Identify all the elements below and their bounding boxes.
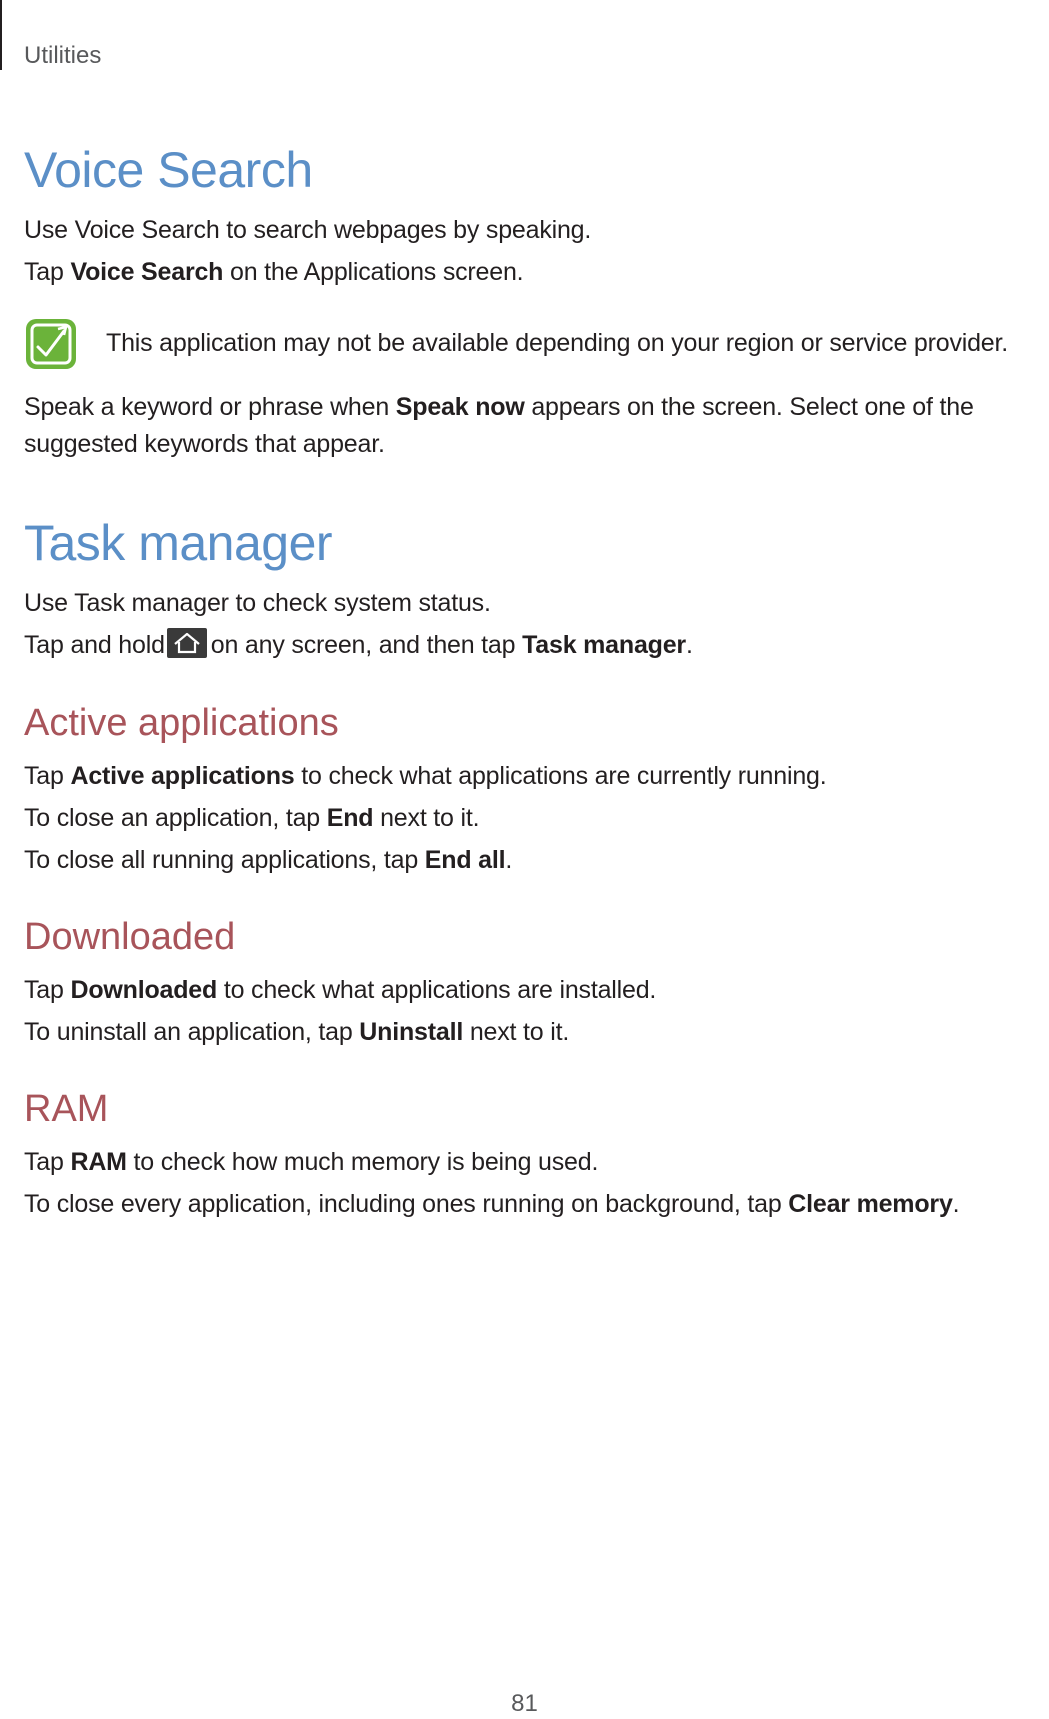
text: To close all running applications, tap — [24, 846, 425, 874]
text: Tap and hold — [24, 631, 165, 659]
text: on any screen, and then tap — [210, 631, 523, 659]
note-text: This application may not be available depending on your region or service provider. — [106, 329, 1009, 357]
text: next to it. — [463, 1018, 570, 1046]
active-applications-line-3 — [24, 842, 1034, 879]
bold-text: Voice Search — [70, 258, 224, 286]
text: to check what applications are currently running. — [294, 762, 827, 790]
text: Tap — [24, 762, 71, 790]
bold-text: Clear memory — [788, 1190, 953, 1218]
ram-line-2 — [24, 1186, 1034, 1223]
active-applications-title: Active applications — [24, 702, 339, 744]
text: next to it. — [373, 804, 480, 832]
text: . — [952, 1190, 960, 1218]
page-content — [24, 140, 1034, 1223]
text: Speak a keyword or phrase when — [24, 393, 396, 421]
text: To close every application, including ones running on background, tap — [24, 1190, 789, 1218]
text: appears on the screen. Select one of the suggested keywords that appear. — [24, 393, 974, 458]
note-box — [24, 315, 1034, 371]
text: Tap — [24, 1148, 71, 1176]
task-manager-step — [24, 627, 1034, 664]
downloaded-line-2 — [24, 1014, 1034, 1051]
text: on the Applications screen. — [223, 258, 524, 286]
text: To uninstall an application, tap — [24, 1018, 360, 1046]
voice-search-step — [24, 254, 1034, 291]
text: Tap — [24, 976, 71, 1004]
voice-search-intro: Use Voice Search to search webpages by speaking. — [24, 216, 592, 244]
running-header: Utilities — [24, 42, 102, 69]
task-manager-intro: Use Task manager to check system status. — [24, 589, 491, 617]
bold-text: End — [326, 804, 374, 832]
voice-search-title: Voice Search — [24, 142, 313, 198]
bold-text: RAM — [70, 1148, 127, 1176]
note-check-icon — [24, 317, 78, 371]
downloaded-title: Downloaded — [24, 916, 236, 958]
ram-title: RAM — [24, 1088, 109, 1130]
bold-text: End all — [424, 846, 506, 874]
text: to check what applications are installed. — [217, 976, 657, 1004]
voice-search-paragraph — [24, 389, 1034, 463]
home-key-icon — [167, 628, 207, 658]
bold-text: Downloaded — [70, 976, 218, 1004]
bold-text: Speak now — [395, 393, 525, 421]
page-number: 81 — [511, 1690, 538, 1717]
active-applications-line-1 — [24, 758, 1034, 795]
text: to check how much memory is being used. — [126, 1148, 599, 1176]
task-manager-title: Task manager — [24, 515, 333, 571]
bold-text: Task manager — [522, 631, 686, 659]
text: . — [505, 846, 513, 874]
bold-text: Uninstall — [359, 1018, 464, 1046]
downloaded-line-1 — [24, 972, 1034, 1009]
page-corner-line — [0, 0, 2, 70]
text: Tap — [24, 258, 71, 286]
text: . — [685, 631, 693, 659]
text: To close an application, tap — [24, 804, 327, 832]
bold-text: Active applications — [70, 762, 295, 790]
ram-line-1 — [24, 1144, 1034, 1181]
active-applications-line-2 — [24, 800, 1034, 837]
